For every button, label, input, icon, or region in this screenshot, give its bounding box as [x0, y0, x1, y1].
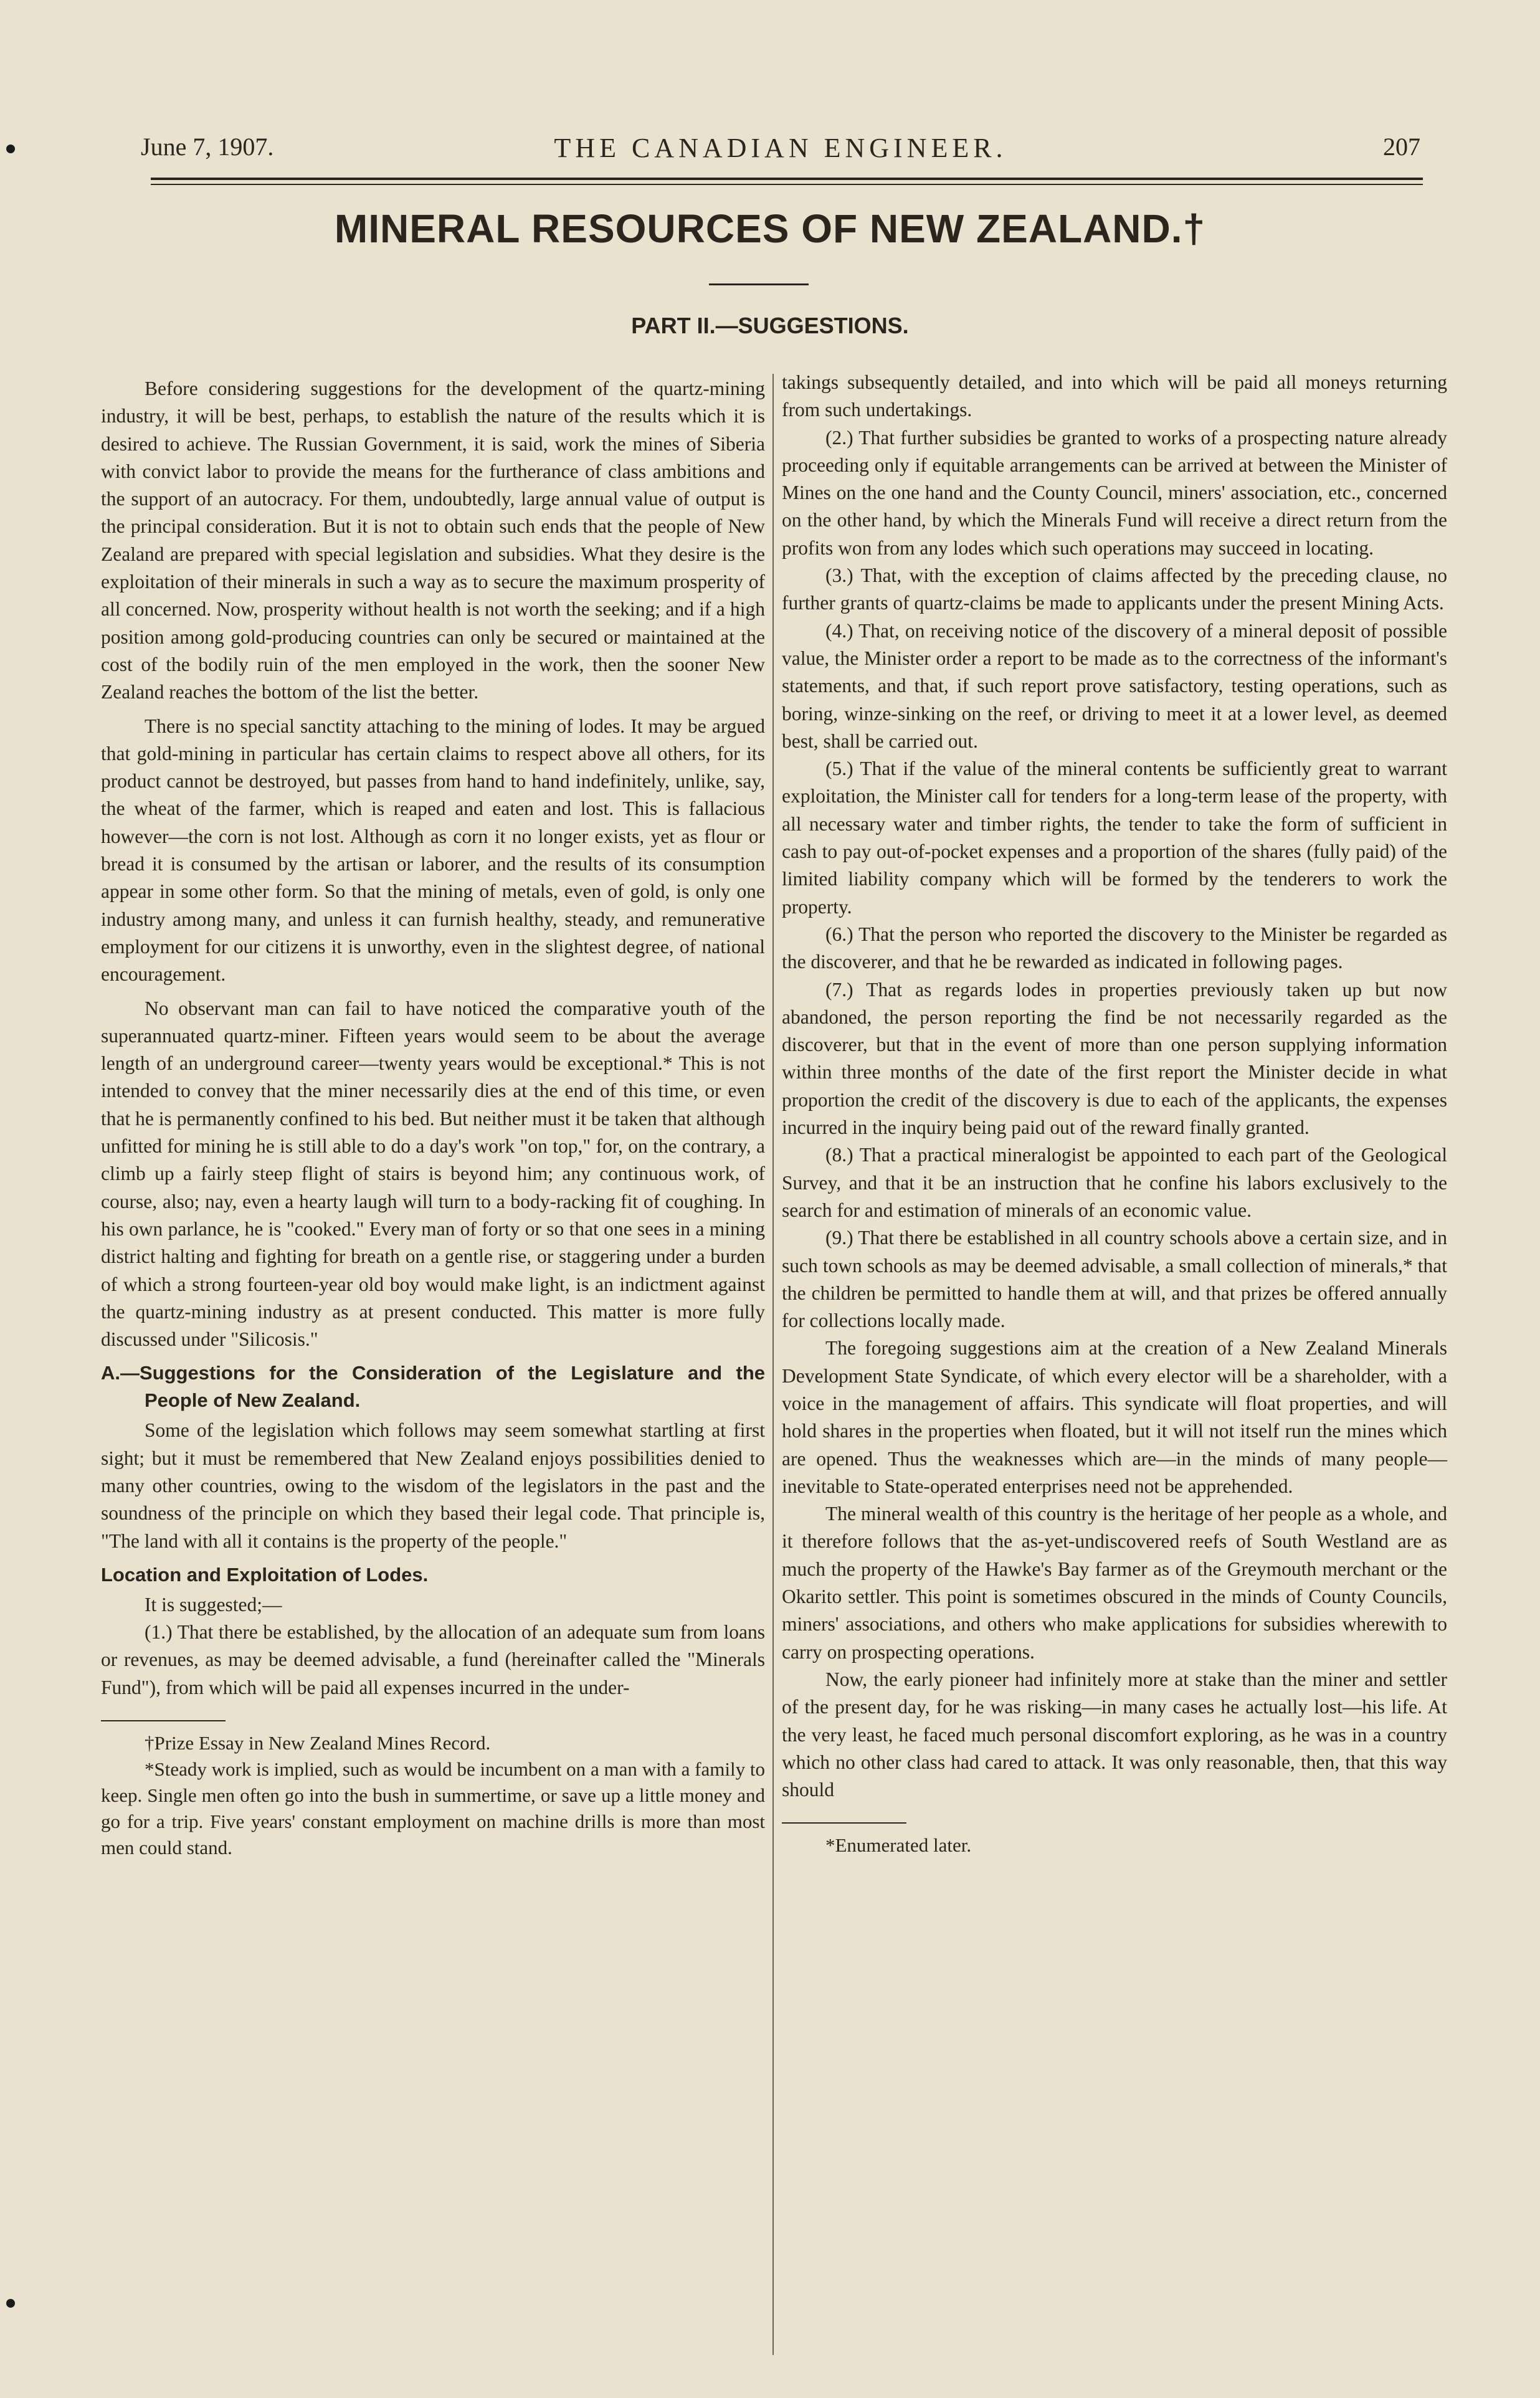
- footnotes: [782, 1832, 1447, 1858]
- paragraph: Now, the early pioneer had infinitely more at stake than the miner and settler of the present day, for he was risking—in many cases he actually lost—his life. At the very least, he faced much personal discomfort exploring, as he was in a country which no other class had cared to attack. It was only reasonable, then, that this way should: [782, 1668, 1447, 1801]
- paragraph: (3.) That, with the exception of claims affected by the preceding clause, no further grants of quartz-claims be made to applicants under the present Mining Acts.: [782, 564, 1447, 614]
- paragraph: (7.) That as regards lodes in properties previously taken up but now abandoned, the person reporting the find be not necessarily regarded as the discoverer, but that in the event of more than one person supplying information within three months of the date of the first report the Minister decide in what proportion the credit of the discovery is due to each of the applicants, the expenses incurred in the inquiry being paid out of the reward finally granted.: [782, 978, 1447, 1139]
- paragraph: No observant man can fail to have noticed the comparative youth of the superannuated quartz-miner. Fifteen years would seem to be about the average length of an underground career—twenty years would be exceptional.* This is not intended to convey that the miner necessarily dies at the end of this time, or even that he is permanently confined to his bed. But neither must it be taken that although unfitted for mining he is still able to do a day's work "on top," for, on the contrary, a climb up a fairly steep flight of stairs is beyond him; any continuous work, of course, also; nay, even a hearty laugh will turn to a body-racking fit of coughing. In his own parlance, he is "cooked." Every man of forty or so that one sees in a mining district halting and fighting for breath on a gentle rise, or staggering under a burden of which a strong fourteen-year old boy would make light, is an indictment against the quartz-mining industry as at present conducted. This matter is more fully discussed under "Silicosis.": [101, 997, 765, 1351]
- title-divider: [709, 283, 809, 285]
- header-rule-thick: [151, 178, 1423, 180]
- paragraph: The mineral wealth of this country is the heritage of her people as a whole, and it therefore follows that the as-yet-undiscovered reefs of South Westland are as much the property of the Hawke's Bay farmer as of the Greymouth merchant or the Okarito settler. This point is sometimes obscured in the minds of County Councils, miners' associations, and others who make applications for subsidies wherewith to carry on prospecting operations.: [782, 1503, 1447, 1663]
- section-heading-a: A.—Suggestions for the Consideration of the Legislature and the People of New Zealand.: [101, 1362, 765, 1412]
- paragraph: The foregoing suggestions aim at the creation of a New Zealand Minerals Development State Syndicate, of which every elector will be a shareholder, with a voice in the management of affairs. This syndicate will float properties, and will hold shares in the properties when floated, but it will not itself run the mines which are opened. Thus the weaknesses which are—in the minds of many people—inevitable to State-operated enterprises need not be apprehended.: [782, 1337, 1447, 1497]
- footnote-rule: [101, 1720, 226, 1721]
- paragraph: Some of the legislation which follows may seem somewhat startling at first sight; but it must be remembered that New Zealand enjoys possibilities denied to many other countries, owing to the wisdom of the legislators in the past and the soundness of the principle on which they based their legal code. That principle is, "The land with all it contains is the property of the people.": [101, 1419, 765, 1552]
- page-mark: [6, 2299, 15, 2308]
- paragraph: (2.) That further subsidies be granted to works of a prospecting nature already proceeding only if equitable arrangements can be arrived at between the Minister of Mines on the one hand and the County Council, miners' association, etc., concerned on the other hand, by which the Minerals Fund will receive a direct return from the profits won from any lodes which such operations may succeed in locating.: [782, 426, 1447, 559]
- issue-date: June 7, 1907.: [141, 133, 274, 161]
- footnote: *Enumerated later.: [825, 1834, 972, 1857]
- right-column: [782, 369, 1447, 1858]
- page-number: 207: [1383, 133, 1420, 161]
- header-rule-thin: [151, 184, 1423, 185]
- journal-title: THE CANADIAN ENGINEER.: [554, 133, 1007, 163]
- paragraph: takings subsequently detailed, and into which will be paid all moneys returning from such undertakings.: [782, 371, 1447, 421]
- footnote-rule: [782, 1822, 906, 1824]
- paragraph: (9.) That there be established in all country schools above a certain size, and in such town schools as may be deemed advisable, a small collection of minerals,* that the children be permitted to handle them at will, and that prizes be offered annually for collections locally made.: [782, 1227, 1447, 1332]
- paragraph: (5.) That if the value of the mineral contents be sufficiently great to warrant exploitation, the Minister call for tenders for a long-term lease of the property, with all necessary water and timber rights, the tender to take the form of sufficient in cash to pay out-of-pocket expenses and a proportion of the shares (fully paid) of the limited liability company which will be formed by the tenderers to work the property.: [782, 758, 1447, 918]
- left-column: [101, 375, 765, 1861]
- paragraph: (1.) That there be established, by the allocation of an adequate sum from loans or revenues, as may be deemed advisable, a fund (hereinafter called the "Minerals Fund"), from which will be paid all expenses incurred in the under-: [101, 1621, 765, 1698]
- paragraph: (6.) That the person who reported the discovery to the Minister be regarded as the discoverer, and that he be rewarded as indicated in following pages.: [782, 923, 1447, 973]
- section-heading-lodes: Location and Exploitation of Lodes.: [101, 1563, 429, 1586]
- footnote: *Steady work is implied, such as would be incumbent on a man with a family to keep. Single men often go into the bush in summertime, or save up a little money and go for a trip. Five years' constant employment on machine drills is more than most men could stand.: [101, 1758, 765, 1859]
- paragraph: (8.) That a practical mineralogist be appointed to each part of the Geological Survey, and that it be an instruction that he confine his labors exclusively to the search for and estimation of minerals of an economic value.: [782, 1144, 1447, 1221]
- footnotes: [101, 1730, 765, 1861]
- paragraph: There is no special sanctity attaching to the mining of lodes. It may be argued that gold-mining in particular has certain claims to respect above all others, for its product cannot be destroyed, but passes from hand to hand indefinitely, unlike, say, the wheat of the farmer, which is reaped and eaten and lost. This is fallacious however—the corn is not lost. Although as corn it no longer exists, yet as flour or bread it is consumed by the artisan or laborer, and the results of its consumption appear in some other form. So that the mining of metals, even of gold, is only one industry among many, and unless it can furnish healthy, steady, and remunerative employment for our citizens it is unworthy, even in the slightest degree, of national encouragement.: [101, 715, 765, 986]
- running-header: [138, 132, 1423, 169]
- paragraph: Before considering suggestions for the development of the quartz-mining industry, it will be best, perhaps, to establish the nature of the results which it is desired to achieve. The Russian Government, it is said, work the mines of Siberia with convict labor to provide the means for the furtherance of class ambitions and the support of an autocracy. For them, undoubtedly, large annual value of output is the principal consideration. But it is not to obtain such ends that the people of New Zealand are prepared with special legislation and subsidies. What they desire is the exploitation of their minerals in such a way as to secure the maximum prosperity of all concerned. Now, prosperity without health is not worth the seeking; and if a high position among gold-producing countries can only be secured or maintained at the cost of the bodily ruin of the men employed in the work, then the sooner New Zealand reaches the bottom of the list the better.: [101, 378, 765, 703]
- part-heading: PART II.—SUGGESTIONS.: [631, 313, 909, 338]
- page-mark: [6, 145, 15, 153]
- column-divider: [772, 374, 774, 2355]
- article-title: MINERAL RESOURCES OF NEW ZEALAND.†: [334, 206, 1206, 251]
- paragraph: (4.) That, on receiving notice of the discovery of a mineral deposit of possible value, the Minister order a report to be made as to the correctness of the informant's statements, and that, if such report prove satisfactory, testing operations, such as boring, winze-sinking on the reef, or driving to meet it at a lower level, as deemed best, shall be carried out.: [782, 619, 1447, 752]
- paragraph: It is suggested;—: [145, 1593, 282, 1615]
- footnote: †Prize Essay in New Zealand Mines Record.: [145, 1732, 491, 1754]
